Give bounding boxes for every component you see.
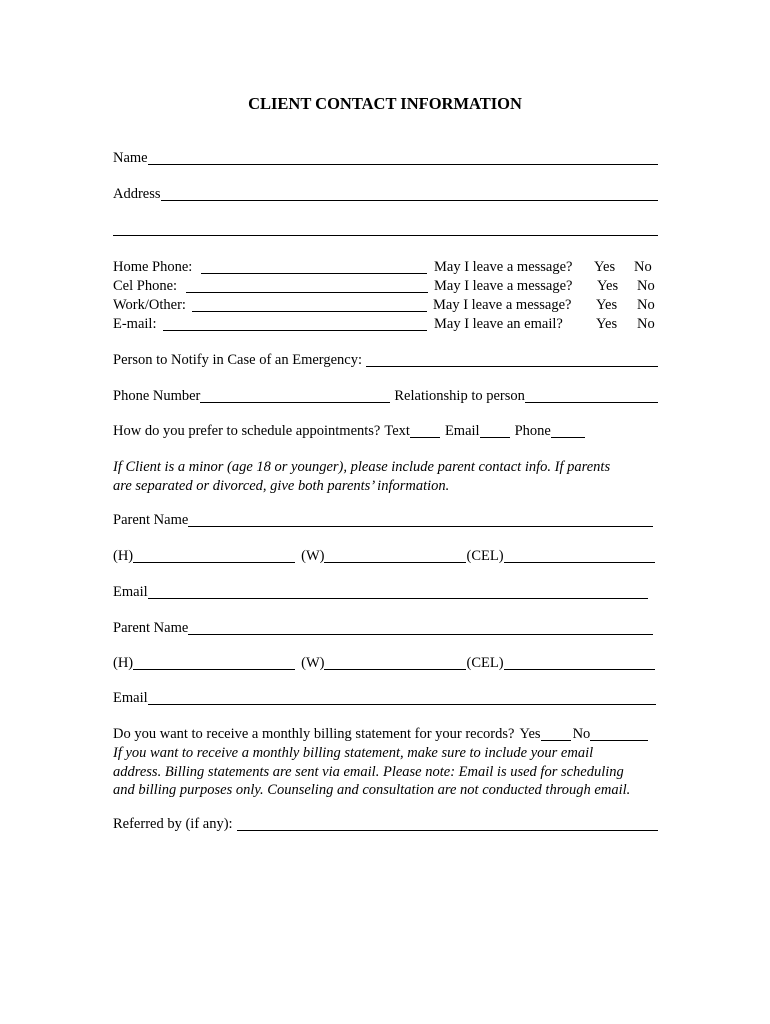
parent-1-phones-row	[113, 548, 655, 565]
parent-2-cel-label: (CEL)	[466, 655, 504, 671]
schedule-question: How do you prefer to schedule appointments?	[113, 423, 381, 439]
parent-1-name-label: Parent Name	[113, 512, 189, 528]
schedule-email-label: Email	[444, 423, 480, 439]
phone-row-email	[113, 315, 663, 333]
schedule-row	[113, 423, 613, 440]
parent-1-work-label: (W)	[301, 548, 325, 564]
billing-row	[113, 726, 648, 743]
emergency-phone-label: Phone Number	[113, 388, 201, 404]
email-permission-question: May I leave an email?	[434, 316, 563, 332]
email-field[interactable]	[163, 329, 427, 331]
name-field[interactable]	[148, 151, 658, 165]
billing-note-line-1: If you want to receive a monthly billing statement, make sure to include your email	[113, 745, 594, 761]
cel-phone-label: Cel Phone:	[113, 278, 178, 294]
schedule-phone-label: Phone	[514, 423, 551, 439]
parent-2-name-label: Parent Name	[113, 620, 189, 636]
work-no-option[interactable]: No	[637, 297, 655, 313]
parent-1-cel-label: (CEL)	[466, 548, 504, 564]
billing-no-field[interactable]	[590, 727, 648, 741]
emergency-label: Person to Notify in Case of an Emergency:	[113, 352, 362, 368]
email-no-option[interactable]: No	[637, 316, 655, 332]
emergency-phone-row	[113, 388, 658, 405]
billing-note	[113, 744, 663, 800]
parent-2-email-row	[113, 690, 656, 707]
parent-2-cel-field[interactable]	[504, 656, 655, 670]
parent-2-work-label: (W)	[301, 655, 325, 671]
phone-row-work	[113, 296, 663, 314]
schedule-text-field[interactable]	[410, 424, 440, 438]
email-yes-option[interactable]: Yes	[596, 316, 618, 332]
parent-1-home-field[interactable]	[133, 549, 295, 563]
work-phone-label: Work/Other:	[113, 297, 186, 313]
minor-note	[113, 458, 663, 495]
phone-row-cel	[113, 277, 663, 295]
parent-1-name-field[interactable]	[188, 513, 653, 527]
emergency-phone-field[interactable]	[200, 389, 390, 403]
parent-1-email-label: Email	[113, 584, 148, 600]
home-message-question: May I leave a message?	[434, 259, 573, 275]
work-message-question: May I leave a message?	[433, 297, 572, 313]
address-field[interactable]	[161, 187, 658, 201]
parent-1-name-row	[113, 512, 653, 529]
schedule-phone-field[interactable]	[551, 424, 585, 438]
cel-phone-field[interactable]	[186, 291, 428, 293]
relationship-label: Relationship to person	[394, 388, 525, 404]
schedule-text-label: Text	[384, 423, 410, 439]
minor-note-line-1: If Client is a minor (age 18 or younger), please include parent contact info. If parents	[113, 459, 611, 475]
referred-row	[113, 816, 658, 833]
billing-yes-field[interactable]	[541, 727, 571, 741]
parent-2-phones-row	[113, 655, 655, 672]
minor-note-line-2: are separated or divorced, give both parents’ information.	[113, 477, 450, 494]
address-row-2	[113, 222, 658, 238]
parent-2-work-field[interactable]	[324, 656, 466, 670]
billing-no-label: No	[572, 726, 591, 742]
name-row	[113, 150, 658, 167]
parent-2-email-label: Email	[113, 690, 148, 706]
referred-field[interactable]	[237, 817, 658, 831]
home-phone-field[interactable]	[201, 272, 427, 274]
emergency-contact-field[interactable]	[366, 353, 658, 367]
cel-message-question: May I leave a message?	[434, 278, 573, 294]
relationship-field[interactable]	[525, 389, 658, 403]
address-row	[113, 186, 658, 203]
parent-2-name-row	[113, 620, 653, 637]
billing-yes-label: Yes	[519, 726, 541, 742]
billing-note-line-3: and billing purposes only. Counseling and consultation are not conducted through email.	[113, 782, 631, 798]
work-yes-option[interactable]: Yes	[596, 297, 618, 313]
emergency-row	[113, 352, 658, 369]
cel-no-option[interactable]: No	[637, 278, 655, 294]
page-title: CLIENT CONTACT INFORMATION	[248, 94, 522, 113]
referred-label: Referred by (if any):	[113, 816, 233, 832]
billing-question: Do you want to receive a monthly billing statement for your records?	[113, 726, 515, 742]
parent-2-email-field[interactable]	[148, 691, 656, 705]
address-field-line-2[interactable]	[113, 222, 658, 236]
cel-yes-option[interactable]: Yes	[597, 278, 619, 294]
parent-1-cel-field[interactable]	[504, 549, 655, 563]
name-label: Name	[113, 150, 148, 166]
billing-note-line-2: address. Billing statements are sent via email. Please note: Email is used for scheduling	[113, 763, 624, 780]
email-label: E-mail:	[113, 316, 157, 332]
parent-1-work-field[interactable]	[324, 549, 466, 563]
schedule-email-field[interactable]	[480, 424, 510, 438]
parent-1-email-row	[113, 584, 648, 601]
parent-2-name-field[interactable]	[188, 621, 653, 635]
address-label: Address	[113, 186, 161, 202]
phone-row-home	[113, 258, 663, 276]
parent-1-home-label: (H)	[113, 548, 134, 564]
parent-1-email-field[interactable]	[148, 585, 648, 599]
home-yes-option[interactable]: Yes	[594, 259, 616, 275]
parent-2-home-label: (H)	[113, 655, 134, 671]
home-no-option[interactable]: No	[634, 259, 652, 275]
work-phone-field[interactable]	[192, 310, 427, 312]
home-phone-label: Home Phone:	[113, 259, 193, 275]
parent-2-home-field[interactable]	[133, 656, 295, 670]
